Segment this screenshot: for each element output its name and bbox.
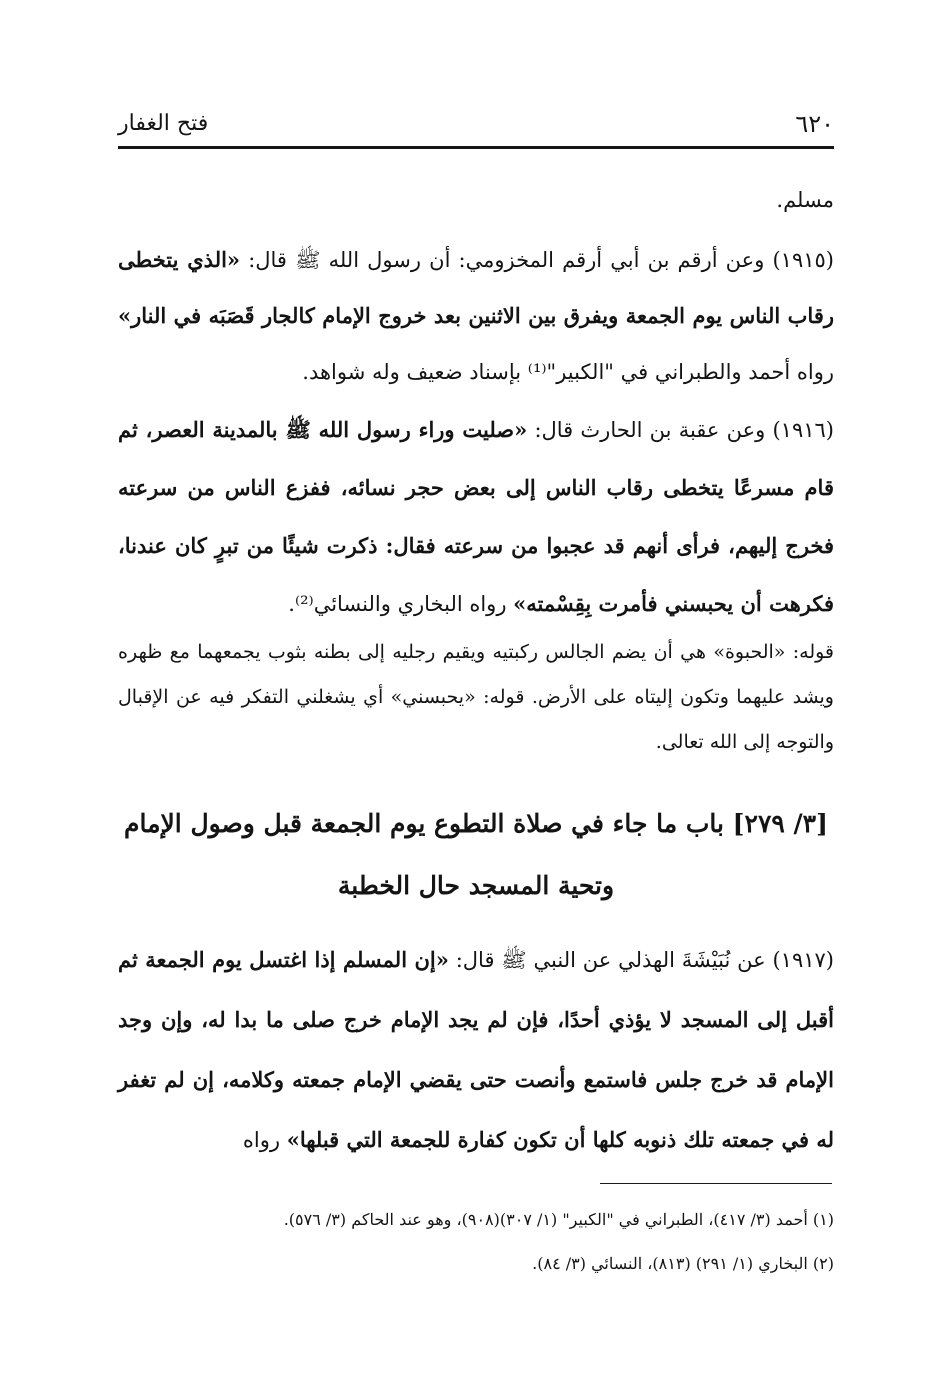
hadith-1916-quote: «صليت وراء رسول الله ﷺ بالمدينة العصر، ثم قام مسرعًا يتخطى رقاب الناس إلى بعض حجر نسائه، ففزع الناس من سرعته فخرج إليهم، فرأى أنهم قد عجبوا من سرعته فقال: ذكرت شيئًا من تبرٍ كان عندنا، فكرهت أن يحبسني فأمرت بِقِسْمته» xyxy=(118,417,834,616)
hadith-1917-intro: (١٩١٧) عن نُبَيْشَةَ الهذلي عن النبي ﷺ قال: xyxy=(448,948,834,972)
hadith-1915-intro: (١٩١٥) وعن أرقم بن أبي أرقم المخزومي: أن رسول الله ﷺ قال: xyxy=(240,248,834,272)
explanation-paragraph: قوله: «الحبوة» هي أن يضم الجالس ركبتيه ويقيم رجليه إلى بطنه بثوب يجمعهما مع ظهره ويشد عليهما وتكون إليتاه على الأرض. قوله: «يحبسني» أي يشغلني التفكر فيه عن الإقبال والتوجه إلى الله تعالى. xyxy=(118,641,834,753)
footnote-divider xyxy=(600,1183,832,1184)
hadith-1915-source: رواه أحمد والطبراني في "الكبير"⁽¹⁾ بإسناد ضعيف وله شواهد. xyxy=(302,360,834,384)
header-divider xyxy=(118,146,834,149)
page-number: ٦٢٠ xyxy=(795,110,834,138)
hadith-1917 xyxy=(118,930,834,1170)
hadith-1916-source: رواه البخاري والنسائي⁽²⁾. xyxy=(288,592,514,616)
hadith-1916 xyxy=(118,401,834,633)
book-title: فتح الغفار xyxy=(118,111,209,136)
hadith-1917-source: رواه xyxy=(242,1128,287,1152)
hadith-1916-intro: (١٩١٦) وعن عقبة بن الحارث قال: xyxy=(527,418,834,442)
chapter-heading-line-1: [٣/ ٢٧٩] باب ما جاء في صلاة التطوع يوم الجمعة قبل وصول الإمام xyxy=(124,809,828,838)
continuation-text: مسلم. xyxy=(776,188,834,212)
hadith-1917-quote: «إن المسلم إذا اغتسل يوم الجمعة ثم أقبل إلى المسجد لا يؤذي أحدًا، فإن لم يجد الإمام خرج صلى ما بدا له، وإن وجد الإمام قد خرج جلس فاستمع وأنصت حتى يقضي الإمام جمعته وكلامه، إن لم تغفر له في جمعته تلك ذنوبه كلها أن تكون كفارة للجمعة التي قبلها» xyxy=(118,947,834,1152)
hadith-1915 xyxy=(118,232,834,400)
running-header xyxy=(118,106,834,142)
chapter-heading-line-2: وتحية المسجد حال الخطبة xyxy=(337,871,615,900)
hadith-1915-quote: «الذي يتخطى رقاب الناس يوم الجمعة ويفرق بين الاثنين بعد خروج الإمام كالجار قَصَبَه في النار» xyxy=(118,247,834,328)
footnote-1: (١) أحمد (٣/ ٤١٧)، الطبراني في "الكبير" (١/ ٣٠٧)(٩٠٨)، وهو عند الحاكم (٣/ ٥٧٦). xyxy=(283,1210,834,1229)
footnote-2: (٢) البخاري (١/ ٢٩١) (٨١٣)، النسائي (٣/ ٨٤). xyxy=(532,1254,834,1273)
